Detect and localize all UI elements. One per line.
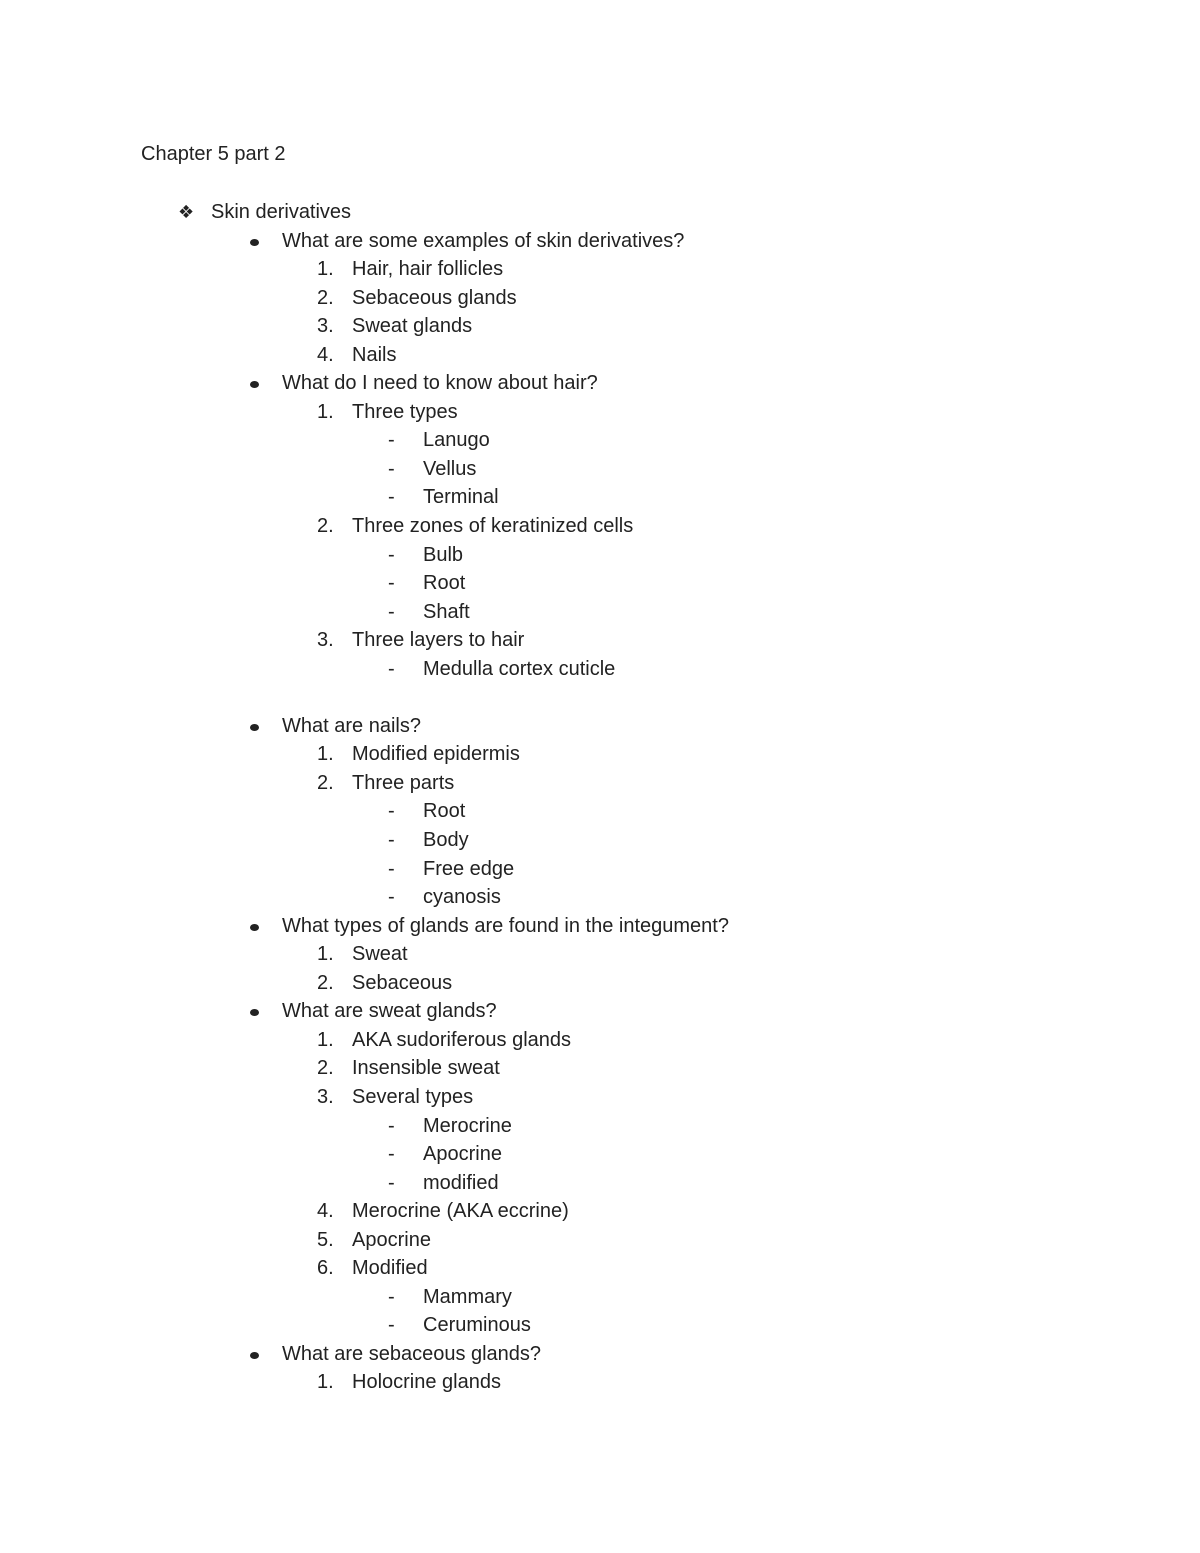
dash-marker: -	[388, 457, 395, 480]
sub-item-text: Body	[423, 829, 469, 852]
sub-item-text: Mammary	[423, 1285, 512, 1308]
numbered-item	[0, 1368, 1200, 1397]
item-text: Merocrine (AKA eccrine)	[352, 1200, 569, 1223]
question-item	[0, 369, 1200, 398]
dash-marker: -	[388, 1143, 395, 1166]
numbered-item	[0, 969, 1200, 998]
item-text: Several types	[352, 1085, 474, 1108]
question-item	[0, 1340, 1200, 1369]
question-text: What are sebaceous glands?	[282, 1342, 542, 1365]
sub-item	[0, 426, 1200, 455]
outline-list	[0, 198, 1200, 1397]
sub-item	[0, 569, 1200, 598]
question-item	[0, 227, 1200, 256]
item-number: 5.	[317, 1228, 334, 1251]
sub-item-text: Terminal	[423, 486, 499, 509]
dash-marker: -	[388, 857, 395, 880]
dash-marker: -	[388, 886, 395, 909]
item-text: Apocrine	[352, 1228, 431, 1251]
item-text: AKA sudoriferous glands	[352, 1028, 572, 1051]
page-title: Chapter 5 part 2	[141, 143, 286, 165]
sub-item	[0, 1311, 1200, 1340]
sub-item	[0, 1140, 1200, 1169]
sub-item-text: Vellus	[423, 457, 477, 480]
bullet-dot-icon	[250, 239, 259, 246]
item-text: Sebaceous glands	[352, 286, 517, 309]
dash-marker: -	[388, 429, 395, 452]
numbered-item	[0, 312, 1200, 341]
item-text: Sweat glands	[352, 315, 473, 338]
dash-marker: -	[388, 800, 395, 823]
dash-marker: -	[388, 657, 395, 680]
sub-item	[0, 598, 1200, 627]
sub-item	[0, 797, 1200, 826]
numbered-item	[0, 1226, 1200, 1255]
item-text: Hair, hair follicles	[352, 258, 504, 281]
sub-item-text: Root	[423, 800, 466, 823]
bullet-dot-icon	[250, 381, 259, 388]
sub-item-text: cyanosis	[423, 886, 501, 909]
item-text: Nails	[352, 343, 397, 366]
numbered-item	[0, 940, 1200, 969]
sub-item	[0, 855, 1200, 884]
sub-item	[0, 655, 1200, 684]
numbered-item	[0, 626, 1200, 655]
numbered-item	[0, 341, 1200, 370]
question-item	[0, 997, 1200, 1026]
sub-item-text: modified	[423, 1171, 499, 1194]
numbered-item	[0, 398, 1200, 427]
item-number: 2.	[317, 515, 334, 538]
numbered-item	[0, 1254, 1200, 1283]
dash-marker: -	[388, 1114, 395, 1137]
item-text: Sebaceous	[352, 971, 453, 994]
sub-item-text: Free edge	[423, 857, 515, 880]
sub-item-text: Root	[423, 572, 466, 595]
item-number: 2.	[317, 286, 334, 309]
numbered-item	[0, 255, 1200, 284]
question-text: What are sweat glands?	[282, 1000, 497, 1023]
numbered-item	[0, 1083, 1200, 1112]
numbered-item	[0, 1054, 1200, 1083]
sub-item-text: Medulla cortex cuticle	[423, 657, 616, 680]
dash-marker: -	[388, 1314, 395, 1337]
sub-item-text: Merocrine	[423, 1114, 512, 1137]
item-text: Three zones of keratinized cells	[352, 515, 634, 538]
question-item	[0, 912, 1200, 941]
item-text: Sweat	[352, 943, 408, 966]
item-text: Holocrine glands	[352, 1371, 501, 1394]
item-text: Three layers to hair	[352, 629, 525, 652]
item-text: Three parts	[352, 771, 455, 794]
dash-marker: -	[388, 600, 395, 623]
sub-item-text: Apocrine	[423, 1143, 502, 1166]
item-number: 4.	[317, 343, 334, 366]
item-number: 2.	[317, 971, 334, 994]
question-text: What types of glands are found in the integument?	[282, 914, 729, 937]
numbered-item	[0, 1026, 1200, 1055]
item-text: Insensible sweat	[352, 1057, 500, 1080]
item-number: 1.	[317, 943, 334, 966]
sub-item-text: Shaft	[423, 600, 470, 623]
sub-item	[0, 826, 1200, 855]
numbered-item	[0, 1197, 1200, 1226]
sub-item	[0, 541, 1200, 570]
item-text: Three types	[352, 400, 458, 423]
bullet-dot-icon	[250, 1352, 259, 1359]
bullet-dot-icon	[250, 1009, 259, 1016]
sub-item	[0, 883, 1200, 912]
section-heading	[0, 198, 1200, 227]
diamond-bullet-icon: ❖	[178, 202, 195, 222]
item-text: Modified	[352, 1257, 428, 1280]
item-text: Modified epidermis	[352, 743, 520, 766]
item-number: 1.	[317, 400, 334, 423]
item-number: 3.	[317, 1085, 334, 1108]
dash-marker: -	[388, 1171, 395, 1194]
sub-item	[0, 1112, 1200, 1141]
dash-marker: -	[388, 829, 395, 852]
dash-marker: -	[388, 1285, 395, 1308]
sub-item-text: Lanugo	[423, 429, 490, 452]
dash-marker: -	[388, 486, 395, 509]
sub-item	[0, 455, 1200, 484]
item-number: 1.	[317, 743, 334, 766]
item-number: 2.	[317, 771, 334, 794]
sub-item	[0, 1169, 1200, 1198]
item-number: 1.	[317, 1371, 334, 1394]
question-item	[0, 712, 1200, 741]
numbered-item	[0, 769, 1200, 798]
item-number: 4.	[317, 1200, 334, 1223]
numbered-item	[0, 740, 1200, 769]
numbered-item	[0, 512, 1200, 541]
question-text: What are nails?	[282, 714, 421, 737]
item-number: 6.	[317, 1257, 334, 1280]
bullet-dot-icon	[250, 924, 259, 931]
sub-item-text: Ceruminous	[423, 1314, 531, 1337]
item-number: 3.	[317, 629, 334, 652]
item-number: 3.	[317, 315, 334, 338]
dash-marker: -	[388, 572, 395, 595]
question-text: What do I need to know about hair?	[282, 372, 598, 395]
item-number: 1.	[317, 1028, 334, 1051]
numbered-item	[0, 284, 1200, 313]
item-number: 2.	[317, 1057, 334, 1080]
sub-item	[0, 1283, 1200, 1312]
question-text: What are some examples of skin derivatives?	[282, 229, 685, 252]
sub-item-text: Bulb	[423, 543, 464, 566]
section-label: Skin derivatives	[211, 201, 352, 223]
sub-item	[0, 483, 1200, 512]
blank-line	[0, 683, 1200, 712]
bullet-dot-icon	[250, 724, 259, 731]
dash-marker: -	[388, 543, 395, 566]
item-number: 1.	[317, 258, 334, 281]
